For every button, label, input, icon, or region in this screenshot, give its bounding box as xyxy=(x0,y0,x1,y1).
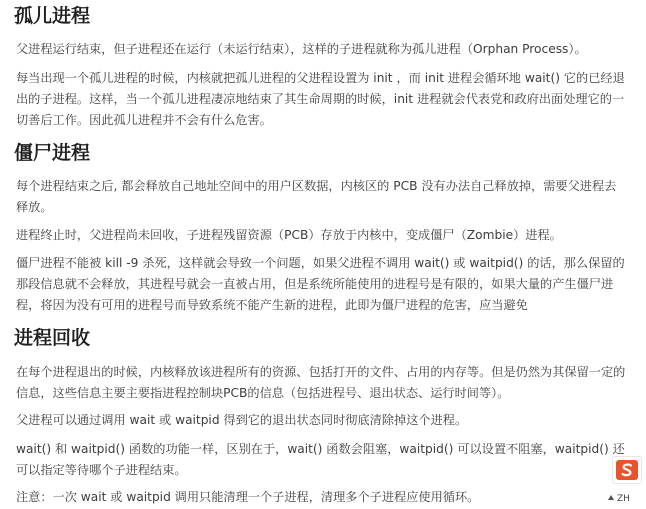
zombie-paragraph-2: 进程终止时，父进程尚未回收，子进程残留资源（PCB）存放于内核中，变成僵尸（Zombie）进程。 xyxy=(16,228,562,242)
orphan-paragraph-2: 每当出现一个孤儿进程的时候，内核就把孤儿进程的父进程设置为 init ，而 init 进程会循环地 wait() 它的已经退出的子进程。这样，当一个孤儿进程凄凉地结束了其生命周期的时候，init 进程就会代表党和政府出面处理它的一切善后工作。因此孤儿进程并不会有什么危害。 xyxy=(16,71,625,127)
reap-paragraph-3: wait() 和 waitpid() 函数的功能一样，区别在于，wait() 函数会阻塞，waitpid() 可以设置不阻塞，waitpid() 还可以指定等待哪个子进程结束。 xyxy=(16,442,625,477)
section-heading-reap: 进程回收 xyxy=(14,327,91,349)
section-heading-zombie: 僵尸进程 xyxy=(14,142,91,164)
sogou-s-logo-svg xyxy=(616,460,638,480)
floating-toolbar xyxy=(606,452,646,509)
caret-up-icon xyxy=(608,495,614,500)
orphan-paragraph-1: 父进程运行结束，但子进程还在运行（未运行结束），这样的子进程就称为孤儿进程（Orphan Process）。 xyxy=(16,42,587,56)
language-label: ZH xyxy=(617,494,630,504)
reap-paragraph-1: 在每个进程退出的时候，内核释放该进程所有的资源、包括打开的文件、占用的内存等。但是仍然为其保留一定的信息，这些信息主要主要指进程控制块PCB的信息（包括进程号、退出状态、运行时间等）。 xyxy=(16,365,626,400)
zombie-paragraph-3: 僵尸进程不能被 kill -9 杀死，这样就会导致一个问题，如果父进程不调用 wait() 或 waitpid() 的话，那么保留的那段信息就不会释放，其进程号就会一直被占用，但是系统所能使用的进程号是有限的，如果大量的产生僵尸进程，将因为没有可用的进程号而导致系统不能产生新的进程，此即为僵尸进程的危害，应当避免 xyxy=(16,256,625,312)
zombie-paragraph-1: 每个进程结束之后, 都会释放自己地址空间中的用户区数据，内核区的 PCB 没有办法自己释放掉，需要父进程去释放。 xyxy=(16,179,617,214)
reap-paragraph-2: 父进程可以通过调用 wait 或 waitpid 得到它的退出状态同时彻底清除掉这个进程。 xyxy=(16,413,468,427)
reap-paragraph-4: 注意：一次 wait 或 waitpid 调用只能清理一个子进程，清理多个子进程应使用循环。 xyxy=(16,490,480,504)
language-switch[interactable] xyxy=(608,490,646,508)
section-heading-orphan: 孤儿进程 xyxy=(14,5,91,27)
sogou-s-logo-icon[interactable] xyxy=(612,456,642,484)
